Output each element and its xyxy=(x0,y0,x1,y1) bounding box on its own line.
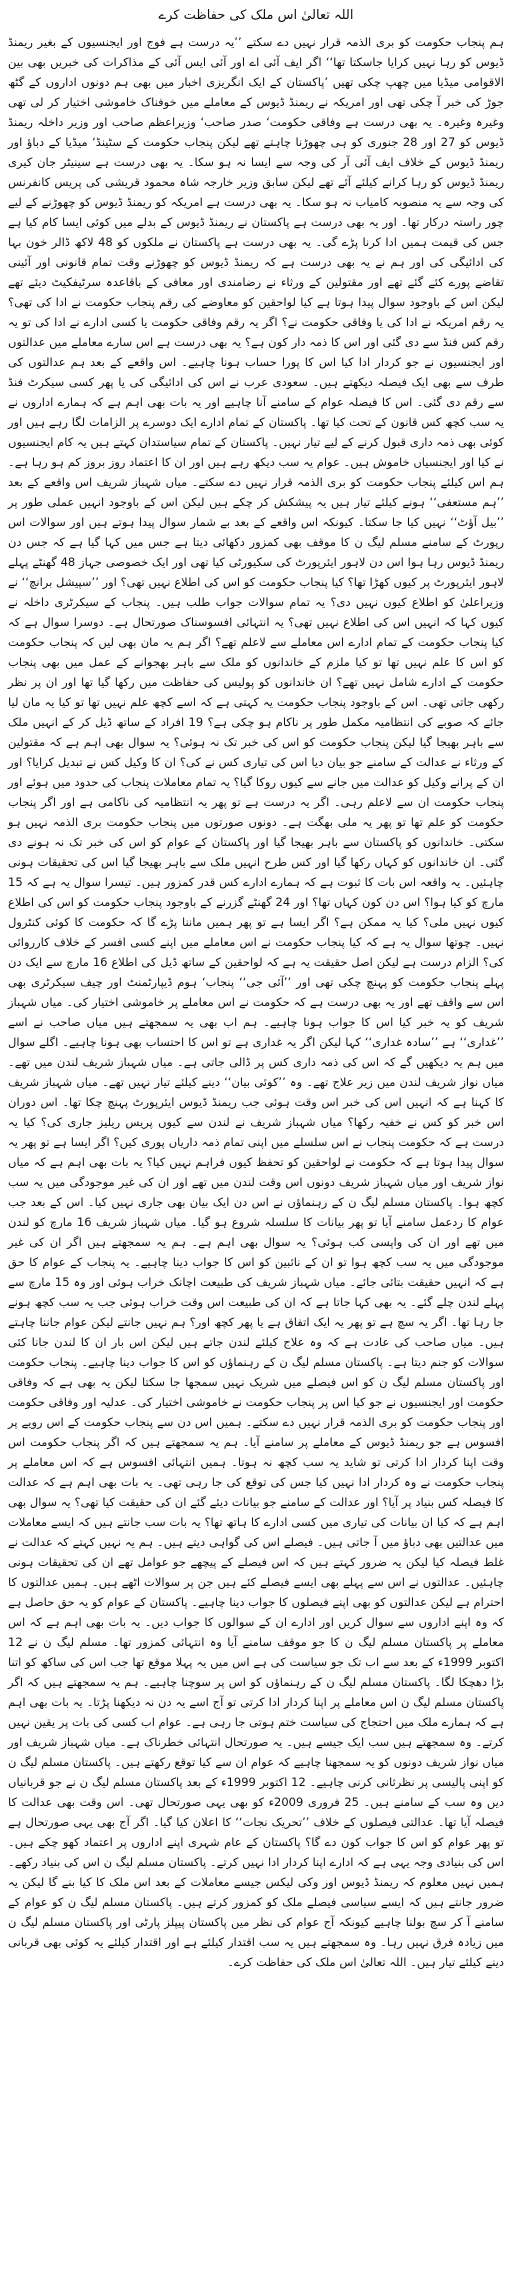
article-title: اللہ تعالیٰ اس ملک کی حفاظت کرے xyxy=(158,8,354,23)
article-body: ہم پنجاب حکومت کو بری الذمہ قرار نہیں دے سکتے ’’یہ درست ہے فوج اور ایجنسیوں کے بغیر ریمنڈ ڈیوس کو رہا نہیں کرایا جاسکتا تھا‘‘ اگر ایف آئی اے اور آئی ایس آئی کے مذاکرات کی خبریں بھی بین الاقوامی میڈیا میں چھپ چکی تھیں ’پاکستان کے ایک انگریزی اخبار میں بھی ہم دونوں اداروں کے گٹھ جوڑ کی خبر آ چکی تھی اور امریکہ نے ریمنڈ ڈیوس کے معاملے میں خوفناک خاموشی اختیار کر لی تھی وغیرہ وغیرہ۔ یہ بھی درست ہے وفاقی حکومت‘ صدر صاحب‘ وزیراعظم صاحب اور وزیر داخلہ ریمنڈ ڈیوس کو 27 اور 28 جنوری کو ہی چھوڑنا چاہتے تھے لیکن پنجاب حکومت کے سٹینڈ‘ میڈیا کے دباؤ اور ریمنڈ ڈیوس کے خلاف ایف آئی آر کی وجہ سے ایسا نہ ہو سکا۔ یہ بھی درست ہے سینیٹر جان کیری ریمنڈ ڈیوس کو رہا کرانے کیلئے آئے تھے لیکن سابق وزیر خارجہ شاہ محمود قریشی کی پریس کانفرنس کی وجہ سے یہ منصوبہ کامیاب نہ ہو سکا۔ یہ بھی درست ہے امریکہ کو ریمنڈ ڈیوس کو چھوڑنے کے لیے چور راستہ درکار تھا۔ اور یہ بھی درست ہے پاکستان نے ریمنڈ ڈیوس کے بدلے میں کوئی ایسا کام کیا ہے جس کی قیمت ہمیں ادا کرنا پڑے گی۔ یہ بھی درست ہے پاکستان نے ملکوں کو 48 لاکھ ڈالر خون بہا کی ادائیگی کی اور ہم نے یہ بھی درست ہے کہ ریمنڈ ڈیوس کو چھوڑنے وقت تمام قانونی اور آئینی تقاضے پورے کئے گئے تھے اور مقتولین کے ورثاء نے رضامندی اور معافی کے باقاعدہ سرٹیفکیٹ دیئے تھے لیکن اس کے باوجود سوال پیدا ہوتا ہے کیا لواحقین کو معاوضے کی رقم پنجاب حکومت نے ادا کی تھی؟ یہ رقم امریکہ نے ادا کی یا وفاقی حکومت نے؟ اگر یہ رقم وفاقی حکومت یا کسی ادارے نے ادا کی تو یہ رقم کس فنڈ سے دی گئی اور اس کا ذمہ دار کون ہے؟ یہ بھی درست ہے اس سارے معاملے میں عدالتوں اور ایجنسیوں نے جو کردار ادا کیا اس کا پورا حساب ہونا چاہیے۔ اس واقعے کے بعد ہم عدالتوں کی طرف سے بھی ایک فیصلہ دیکھتے ہیں۔ سعودی عرب نے اس کی ادائیگی کی یا پھر کسی سیکرٹ فنڈ سے رقم دی گئی۔ اس کا فیصلہ عوام کے سامنے آنا چاہیے اور یہ بات بھی اہم ہے کہ ہمارے اداروں نے یہ سب کچھ کس قانون کے تحت کیا تھا۔ پاکستان کے تمام ادارے ایک دوسرے پر الزامات لگا رہے ہیں اور کوئی بھی ذمہ داری قبول کرنے کے لیے تیار نہیں۔ پاکستان کے تمام سیاستدان کہتے ہیں یہ کام ایجنسیوں نے کیا اور ایجنسیاں خاموش ہیں۔ عوام یہ سب دیکھ رہے ہیں اور ان کا اعتماد روز بروز کم ہو رہا ہے۔ ہم اس کیلئے پنجاب حکومت کو بری الذمہ قرار نہیں دے سکتے۔ میاں شہباز شریف اس واقعے کے بعد ’’ہم مستعفی‘‘ ہونے کیلئے تیار ہیں یہ پیشکش کر چکے ہیں لیکن اس کے باوجود انہیں عملی طور پر ’’بیل آؤٹ‘‘ نہیں کیا جا سکتا۔ کیونکہ اس واقعے کے بعد بے شمار سوال پیدا ہوتے ہیں اور سوالات اس رپورٹ کے سامنے مسلم لیگ ن کا موقف بھی کمزور دکھائی دیتا ہے جس میں کہا گیا ہے کہ جس دن ریمنڈ ڈیوس رہا ہوا اس دن لاہور ایئرپورٹ کی سکیورٹی کیا تھی اور ایک خصوصی جہاز 48 گھنٹے پہلے لاہور ایئرپورٹ پر کیوں کھڑا تھا؟ کیا پنجاب حکومت کو اس کی اطلاع نہیں تھی؟ اور ’’سپیشل برانچ‘‘ نے وزیراعلیٰ کو اطلاع کیوں نہیں دی؟ یہ تمام سوالات جواب طلب ہیں۔ پنجاب کے سیکرٹری داخلہ نے کیوں کہا کہ انہیں اس کی اطلاع نہیں تھی؟ یہ انتہائی افسوسناک صورتحال ہے۔ دوسرا سوال ہے کہ کیا پنجاب حکومت کے تمام ادارے اس معاملے سے لاعلم تھے؟ اگر ہم یہ مان بھی لیں کہ پنجاب حکومت کو اس کا علم نہیں تھا تو کیا ملزم کے خاندانوں کو ملک سے باہر بھجوانے کے عمل میں بھی پنجاب حکومت کے ادارے شامل نہیں تھے؟ ان خاندانوں کو پولیس کی حفاظت میں رکھا گیا تھا اور ان پر نظر رکھی جاتی تھی۔ اس کے باوجود پنجاب حکومت یہ کہتی ہے کہ اسے کچھ علم نہیں تھا تو کیا یہ مان لیا جائے کہ صوبے کی انتظامیہ مکمل طور پر ناکام ہو چکی ہے؟ 19 افراد کے ساتھ ڈیل کر کے انہیں ملک سے باہر بھیجا گیا لیکن پنجاب حکومت کو اس کی خبر تک نہ ہوئی؟ یہ سوال بھی اہم ہے کہ مقتولین کے ورثاء نے عدالت کے سامنے جو بیان دیا اس کی تیاری کس نے کی؟ ان کا وکیل کس نے تبدیل کرایا؟ اور ان کے پرانے وکیل کو عدالت میں جانے سے کیوں روکا گیا؟ یہ تمام معاملات پنجاب کی حدود میں ہوئے اور پنجاب حکومت ان سے لاعلم رہی۔ اگر یہ درست ہے تو پھر یہ انتظامیہ کی ناکامی ہے اور اگر پنجاب حکومت کو علم تھا تو پھر یہ ملی بھگت ہے۔ دونوں صورتوں میں پنجاب حکومت بری الذمہ نہیں ہو سکتی۔ خاندانوں کو پاکستان سے باہر بھیجا گیا اور پاکستان کے عوام کو اس کی خبر تک نہ ہونے دی گئی۔ ان خاندانوں کو کہاں رکھا گیا اور کس طرح انہیں ملک سے باہر بھیجا گیا اس کی تحقیقات ہونی چاہئیں۔ یہ واقعہ اس بات کا ثبوت ہے کہ ہمارے ادارے کس قدر کمزور ہیں۔ تیسرا سوال یہ ہے کہ 15 مارچ کو کیا ہوا؟ اس دن کون کہاں تھا؟ اور 24 گھنٹے گزرنے کے باوجود پنجاب حکومت کو اس کی اطلاع کیوں نہیں ملی؟ کیا یہ ممکن ہے؟ اگر ایسا ہے تو پھر ہمیں ماننا پڑے گا کہ حکومت کا کوئی کنٹرول نہیں۔ چوتھا سوال یہ ہے کہ کیا پنجاب حکومت نے اس معاملے میں اپنے کسی افسر کے خلاف کارروائی کی؟ الزام درست ہے لیکن اصل حقیقت یہ ہے کہ لواحقین کے ساتھ ڈیل کی اطلاع 16 مارچ سے ایک دن پہلے پنجاب حکومت کو پہنچ چکی تھی اور ’’آئی جی‘‘ پنجاب‘ ہوم ڈیپارٹمنٹ اور چیف سیکرٹری بھی اس سے واقف تھے اور یہ بھی درست ہے کہ حکومت نے اس معاملے پر خاموشی اختیار کی۔ میاں شہباز شریف کو یہ خبر کیا اس کا جواب ہونا چاہیے۔ ہم اب بھی یہ سمجھتے ہیں میاں صاحب نے اسے ’’غداری‘‘ ہے ’’سادہ غداری‘‘ کہا لیکن اگر یہ غداری ہے تو اس کا احتساب بھی ہونا چاہیے۔ اگلے سوال میں ہم یہ دیکھیں گے کہ اس کی ذمہ داری کس پر ڈالی جاتی ہے۔ میاں شہباز شریف لندن میں تھے۔ میاں نواز شریف لندن میں زیر علاج تھے۔ وہ ’’کوئی بیان‘‘ دینے کیلئے تیار نہیں تھے۔ میاں شہباز شریف کا کہنا ہے کہ انہیں اس کی خبر اس وقت ہوئی جب ریمنڈ ڈیوس ایئرپورٹ پہنچ چکا تھا۔ اس دوران اس خبر کو کس نے خفیہ رکھا؟ میاں شہباز شریف نے لندن سے کیوں پریس ریلیز جاری کی؟ کیا یہ درست ہے کہ حکومت پنجاب نے اس سلسلے میں اپنی تمام ذمہ داریاں پوری کیں؟ اگر ایسا ہے تو پھر یہ سوال پیدا ہوتا ہے کہ حکومت نے لواحقین کو تحفظ کیوں فراہم نہیں کیا؟ یہ بات بھی اہم ہے کہ میاں نواز شریف اور میاں شہباز شریف دونوں اس وقت لندن میں تھے اور ان کی غیر موجودگی میں یہ سب کچھ ہوا۔ پاکستان مسلم لیگ ن کے رہنماؤں نے اس دن ایک بیان بھی جاری نہیں کیا۔ اس کے بعد جب عوام کا ردعمل سامنے آیا تو پھر بیانات کا سلسلہ شروع ہو گیا۔ میاں شہباز شریف 16 مارچ کو لندن میں تھے اور ان کی واپسی کب ہوئی؟ یہ سوال بھی اہم ہے۔ ہم یہ سمجھتے ہیں اگر ان کی غیر موجودگی میں یہ سب کچھ ہوا تو ان کے نائبین کو اس کا جواب دینا چاہیے۔ یہ پنجاب کے عوام کا حق ہے کہ انہیں حقیقت بتائی جائے۔ میاں شہباز شریف کی طبیعت اچانک خراب ہوئی اور وہ 15 مارچ سے پہلے لندن چلے گئے۔ یہ بھی کہا جاتا ہے کہ ان کی طبیعت اس وقت خراب ہوئی جب یہ سب کچھ ہونے جا رہا تھا۔ اگر یہ سچ ہے تو پھر یہ ایک اتفاق ہے یا پھر کچھ اور؟ ہم نہیں جانتے لیکن عوام جاننا چاہتے ہیں۔ میاں صاحب کی عادت ہے کہ وہ علاج کیلئے لندن جاتے ہیں لیکن اس بار ان کا لندن جانا کئی سوالات کو جنم دیتا ہے۔ پاکستان مسلم لیگ ن کے رہنماؤں کو اس کا جواب دینا چاہیے۔ پنجاب حکومت اور پاکستان مسلم لیگ ن کو اس فیصلے میں شریک نہیں سمجھا جا سکتا لیکن یہ بھی ہے کہ وفاقی حکومت اور ایجنسیوں نے جو کیا اس پر پنجاب حکومت نے خاموشی اختیار کی۔ عدلیہ اور وفاقی حکومت اور پنجاب حکومت کو بری الذمہ قرار نہیں دے سکتے۔ ہمیں اس دن سے پنجاب حکومت کے اس رویے پر افسوس ہے جو ریمنڈ ڈیوس کے معاملے پر سامنے آیا۔ ہم یہ سمجھتے ہیں کہ اگر پنجاب حکومت اس وقت اپنا کردار ادا کرتی تو شاید یہ سب کچھ نہ ہوتا۔ ہمیں انتہائی افسوس ہے کہ اس معاملے پر پنجاب حکومت نے وہ کردار ادا نہیں کیا جس کی توقع کی جا رہی تھی۔ یہ بات بھی اہم ہے کہ عدالت کا فیصلہ کس بنیاد پر آیا؟ اور عدالت کے سامنے جو بیانات دیئے گئے ان کی حقیقت کیا تھی؟ یہ سوال بھی اہم ہے کہ کیا ان بیانات کی تیاری میں کسی ادارے کا ہاتھ تھا؟ یہ بات سب جانتے ہیں کہ ایسے معاملات میں عدالتیں بھی دباؤ میں آ جاتی ہیں۔ فیصلے اس کی گواہی دیتے ہیں۔ ہم یہ نہیں کہتے کہ عدالت نے غلط فیصلہ کیا لیکن یہ ضرور کہتے ہیں کہ اس فیصلے کے پیچھے جو عوامل تھے ان کی تحقیقات ہونی چاہئیں۔ عدالتوں نے اس سے پہلے بھی ایسے فیصلے کئے ہیں جن پر سوالات اٹھے ہیں۔ ہمیں عدالتوں کا احترام ہے لیکن عدالتوں کو بھی اپنے فیصلوں کا جواب دینا چاہیے۔ پاکستان کے عوام کو یہ حق حاصل ہے کہ وہ اپنے اداروں سے سوال کریں اور ادارے ان کے سوالوں کا جواب دیں۔ یہ بات بھی اہم ہے کہ اس معاملے پر پاکستان مسلم لیگ ن کا جو موقف سامنے آیا وہ انتہائی کمزور تھا۔ مسلم لیگ ن نے 12 اکتوبر 1999ء کے بعد سے اب تک جو سیاست کی ہے اس میں یہ پہلا موقع تھا جب اس کی ساکھ کو اتنا بڑا دھچکا لگا۔ پاکستان مسلم لیگ ن کے رہنماؤں کو اس پر سوچنا چاہیے۔ ہم یہ سمجھتے ہیں کہ اگر پاکستان مسلم لیگ ن اس معاملے پر اپنا کردار ادا کرتی تو آج اسے یہ دن نہ دیکھنا پڑتا۔ یہ بات بھی اہم ہے کہ ہمارے ملک میں احتجاج کی سیاست ختم ہوتی جا رہی ہے۔ عوام اب کسی کی بات پر یقین نہیں کرتے۔ وہ سمجھتے ہیں سب ایک جیسے ہیں۔ یہ صورتحال انتہائی خطرناک ہے۔ میاں شہباز شریف اور میاں نواز شریف دونوں کو یہ سمجھنا چاہیے کہ عوام ان سے کیا توقع رکھتے ہیں۔ پاکستان مسلم لیگ ن کو اپنی پالیسی پر نظرثانی کرنی چاہیے۔ 12 اکتوبر 1999ء کے بعد پاکستان مسلم لیگ ن نے جو قربانیاں دیں وہ سب کے سامنے ہیں۔ 25 فروری 2009ء کو بھی یہی صورتحال تھی۔ اس وقت بھی عدالت کا فیصلہ آیا تھا۔ عدالتی فیصلوں کے خلاف ’’تحریک نجات‘‘ کا اعلان کیا گیا۔ اگر آج بھی یہی صورتحال ہے تو پھر عوام کو اس کا جواب کون دے گا؟ پاکستان کے عام شہری اپنے اداروں پر اعتماد کھو چکے ہیں۔ اس کی بنیادی وجہ یہی ہے کہ ادارے اپنا کردار ادا نہیں کرتے۔ پاکستان مسلم لیگ ن اس کی بنیاد رکھے۔ ہمیں نہیں معلوم کہ ریمنڈ ڈیوس اور وکی لیکس جیسے معاملات کے بعد اس ملک کا کیا بنے گا لیکن یہ ضرور جانتے ہیں کہ ایسے سیاسی فیصلے ملک کو کمزور کرتے ہیں۔ پاکستان مسلم لیگ ن کو عوام کے سامنے آ کر سچ بولنا چاہیے کیونکہ آج عوام کی نظر میں پاکستان پیپلز پارٹی اور پاکستان مسلم لیگ ن میں زیادہ فرق نہیں رہا۔ وہ سمجھتے ہیں یہ سب اقتدار کیلئے ہے اور اقتدار کیلئے یہ کوئی بھی قربانی دینے کیلئے تیار ہیں۔ اللہ تعالیٰ اس ملک کی حفاظت کرے۔ xyxy=(8,35,504,1969)
